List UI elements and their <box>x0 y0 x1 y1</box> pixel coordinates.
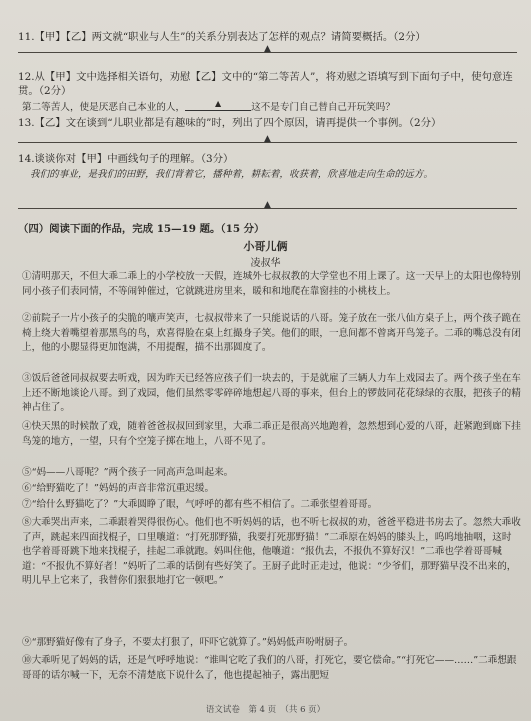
answer-marker-icon: ▲ <box>215 99 222 109</box>
answer-line-11[interactable] <box>18 42 517 53</box>
page-footer: 语文试卷 第 4 页 （共 6 页） <box>205 705 326 715</box>
question-14: 14.谈谈你对【甲】中画线句子的理解。（3分） <box>18 153 234 165</box>
paragraph-3: ③饭后爸爸同叔叔要去听戏，因为昨天已经答应孩子们一块去的，于是就雇了三辆人力车上戏园去了。两个孩子坐在车上还不断地谈论八哥。到了戏园，他们虽然零零碎碎地想起八哥的事来，但台上的锣鼓同花花绿绿的衣服，把孩子的精神占住了。 <box>22 373 521 414</box>
paragraph-10: ⑩大乖听见了妈妈的话，还是气呼呼地说：“谁叫它吃了我们的八哥，打死它，要它偿命。”“打死它——……”二乖想跟哥哥的话尔喊一下，无奈不清楚底下说什么了，他也提起袖子，露出肥短 <box>22 655 517 681</box>
section-heading: （四）阅读下面的作品，完成 15—19 题。（15 分） <box>18 223 265 235</box>
answer-line-13[interactable] <box>18 132 517 143</box>
answer-marker-icon: ▲ <box>264 134 271 144</box>
paragraph-7: ⑦“给什么野猫吃了？”大乖圆睁了眼，气呼呼的都有些不相信了。二乖张望着哥哥。 <box>22 499 378 510</box>
paragraph-9: ⑨“那野猫好像有了身子，不要太打狠了，吓吓它就算了。”妈妈低声吩咐厨子。 <box>22 637 354 648</box>
question-13: 13.【乙】文在谈到“儿职业都是有趣味的”时，列出了四个原因，请再提供一个事例。（2分） <box>18 117 442 129</box>
q12-blank[interactable] <box>185 100 251 111</box>
story-title: 小哥儿俩 <box>243 240 288 253</box>
story-author: 凌叔华 <box>250 258 281 269</box>
question-11: 11.【甲】【乙】两文就“职业与人生”的关系分别表达了怎样的观点？请简要概括。（2分） <box>18 31 426 43</box>
answer-line-14[interactable] <box>18 198 517 209</box>
paragraph-1: ①清明那天，不但大乖二乖上的小学校放一天假，连城外七叔叔教的大学堂也不用上课了。这一天早上的太阳也像特别同小孩子们表同情，不等闹钟催过，它就跳进房里来，暖和和地爬在靠窗挂的小桃枝上。 <box>22 271 521 297</box>
paragraph-6: ⑥“给野猫吃了！”妈妈的声音非常沉重迟缓。 <box>22 483 215 494</box>
paragraph-2: ②前院子一片小孩子的尖脆的嚷声笑声，七叔叔带来了一只能说话的八哥。笼子放在一张八仙方桌子上，两个孩子跪在椅上绕大着嘴望着那黑鸟的鸟，欢喜得脸在桌上红撮身子笑。他们的眼，一息间都不曾离开鸟笼子。二乖的嘴总没有闭上，他的小腮显得更加饱满，不用提醒，描不出那圆度了。 <box>22 313 521 354</box>
question-14-quote: 我们的事业，是我们的田野，我们背着它，播种着，耕耘着，收获着，欣喜地走向生命的远方。 <box>30 169 433 180</box>
paragraph-5: ⑤“妈——八哥呢？”两个孩子一同高声急叫起来。 <box>22 467 234 478</box>
question-12: 12.从【甲】文中选择相关语句，劝慰【乙】文中的“第二等苦人”，将劝慰之语填写到下面句子中，使句意连贯。（2分） <box>18 71 513 97</box>
q12-suffix: 这不是专门自己替自己开玩笑吗？ <box>251 102 395 113</box>
paragraph-8: ⑧大乖哭出声来，二乖跟着哭得很伤心。他们也不听妈妈的话，也不听七叔叔的劝，爸爸平稳进书房去了。忽然大乖收了声，跳起来四面找棍子，口里嚷道：“打死那野猫，我要打死那野猫！”二乖原在妈妈的膝头上，呜呜地抽咽，这时也学着哥哥跳下地来找棍子，挂起二乖就跑。妈叫住他，他嚷道：“报仇去，不报仇不算好汉！”二乖也学着哥哥喊道：“不报仇不算好者！”妈听了二乖的话倒有些好笑了。王厨子此时正走过，他说：“少爷们，那野猫早没不出来的，明儿早上它来了，我替你们狠狠地打它一顿吧。” <box>22 517 521 587</box>
q12-prefix: 第二等苦人，使是厌恶自己本业的人， <box>22 102 186 113</box>
question-12-sentence <box>22 100 521 116</box>
answer-marker-icon: ▲ <box>264 44 271 54</box>
paragraph-4: ④快天黑的时候散了戏，随着爸爸叔叔回到家里，大乖二乖正是很高兴地跑着，忽然想到心爱的八哥，赶紧跑到廊下挂鸟笼的地方，一望，只有个空笼子掷在地上，八哥不见了。 <box>22 421 521 447</box>
answer-marker-icon: ▲ <box>264 200 271 210</box>
